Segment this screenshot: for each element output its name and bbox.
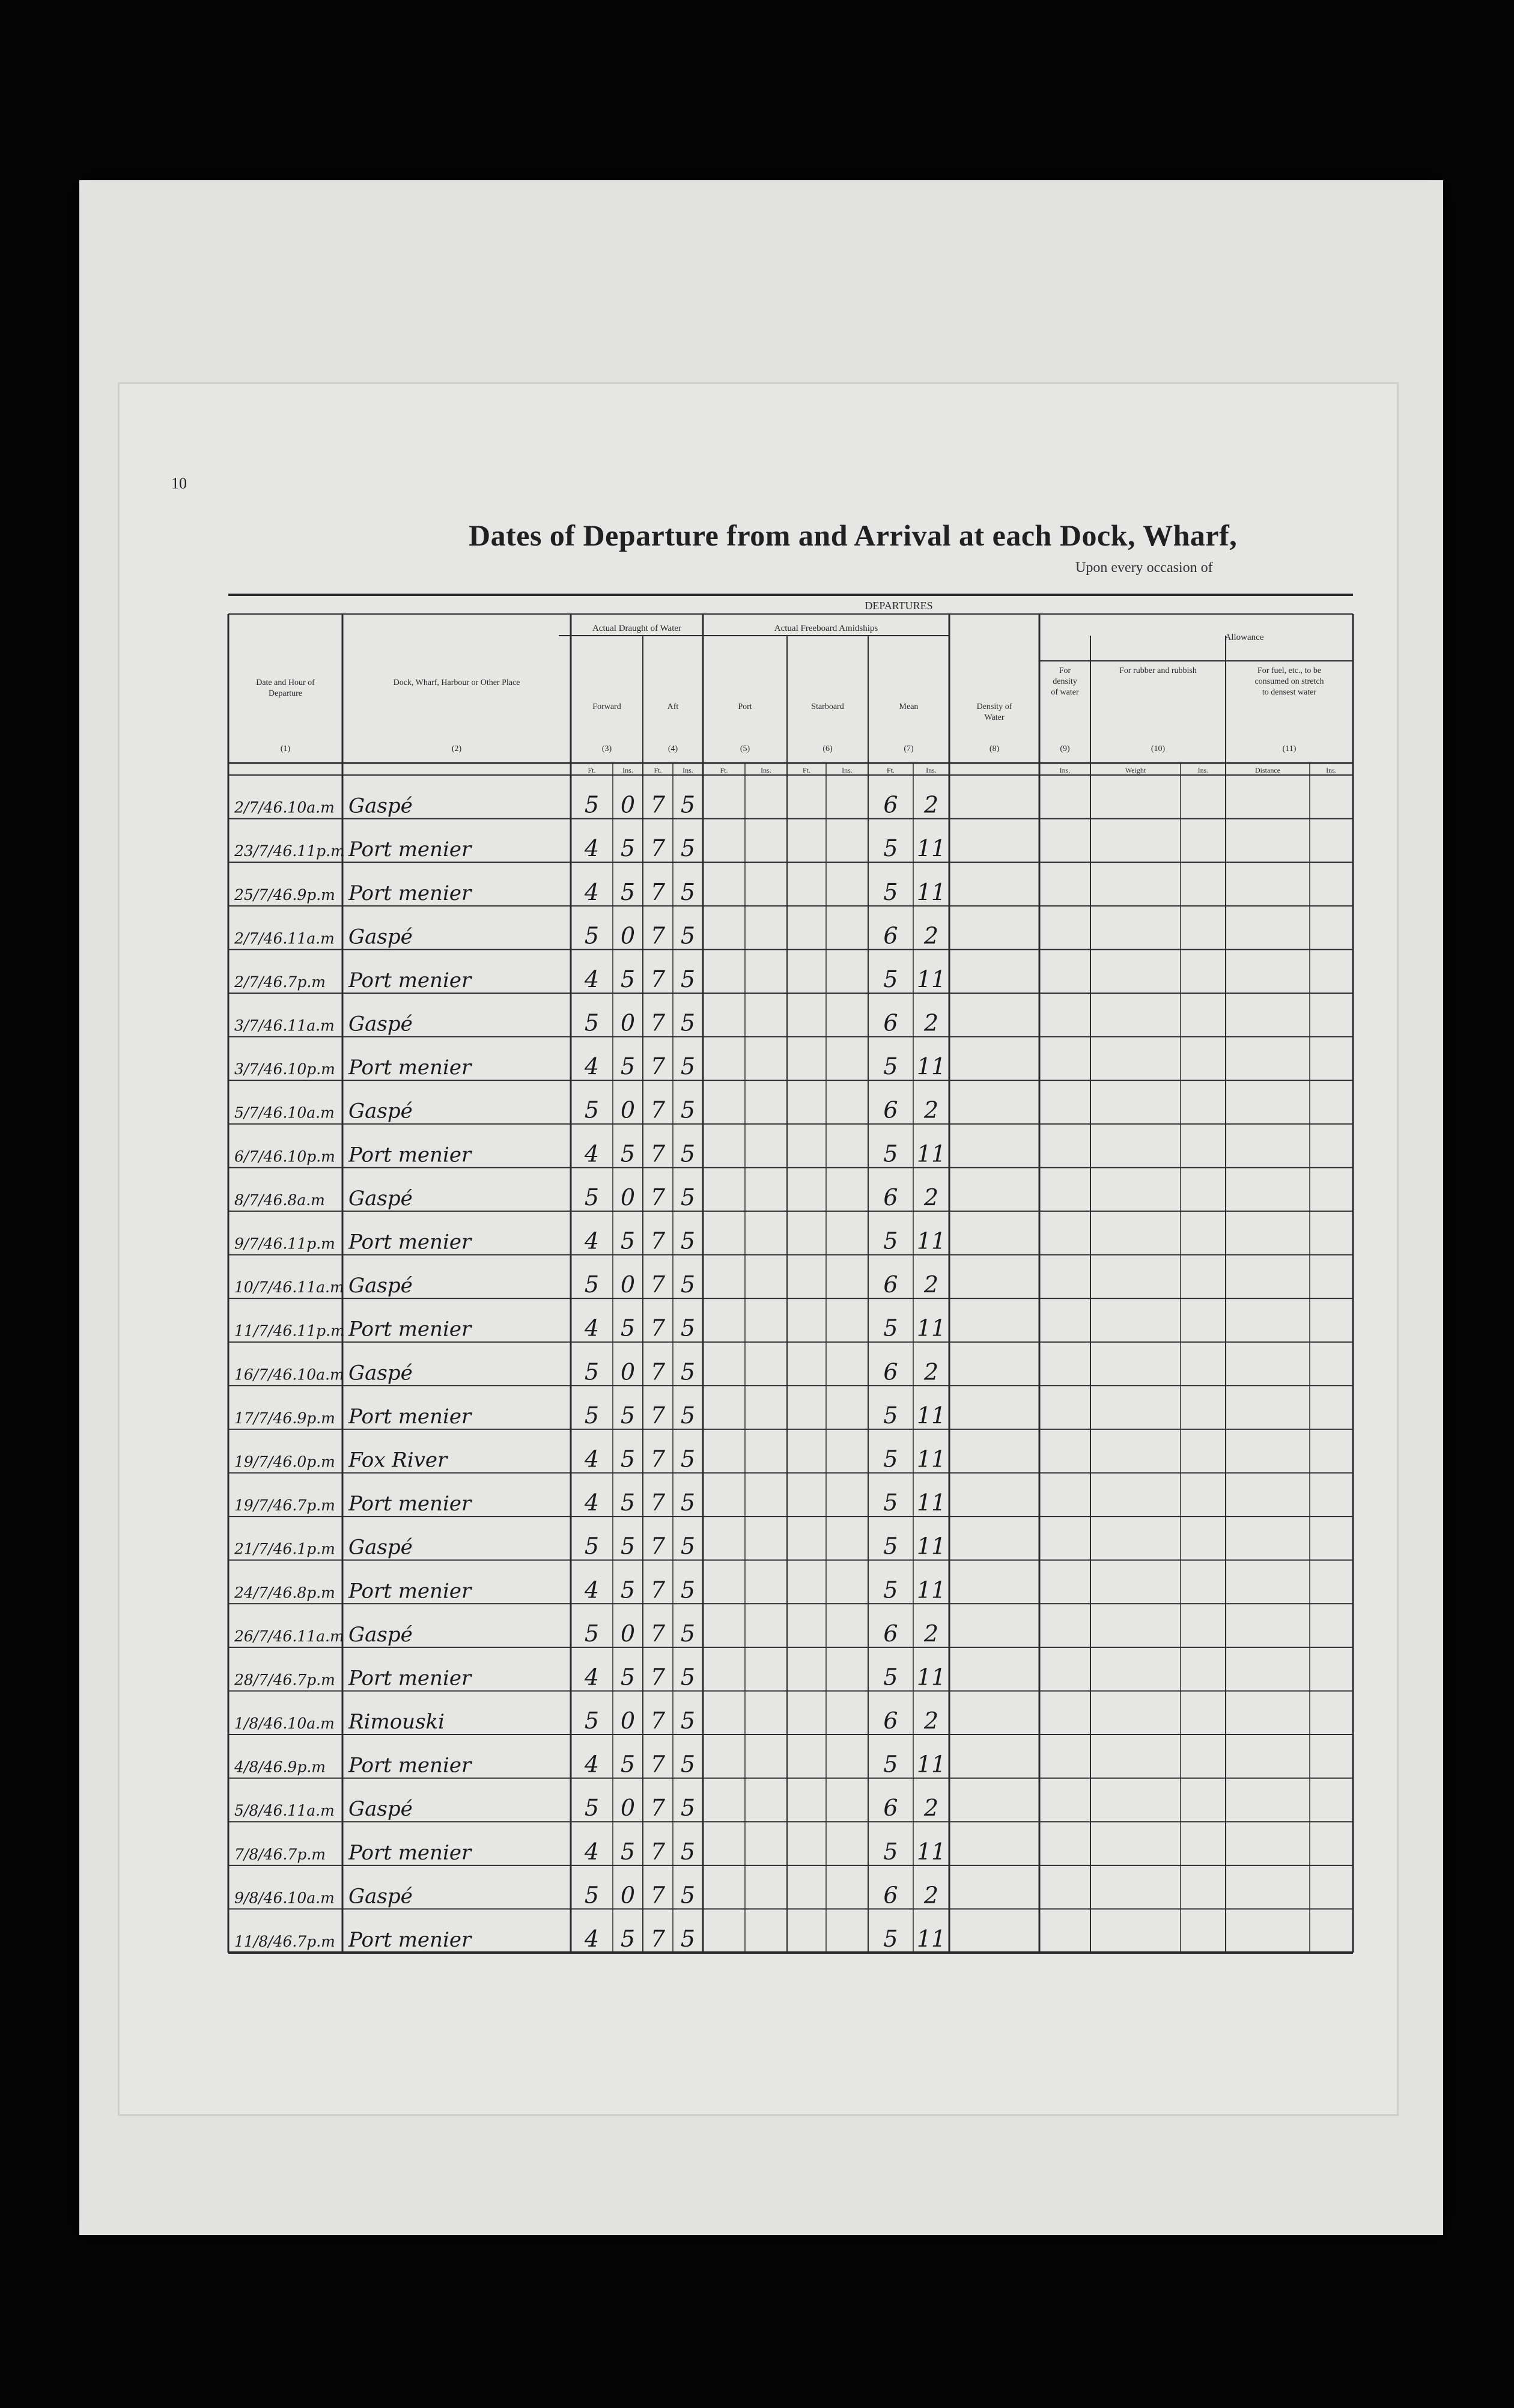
row-fwd-in: 5 [620,1751,636,1778]
row-mean-in: 11 [916,1402,946,1429]
column-number-8: (8) [989,744,1000,753]
row-mean-in: 11 [916,1533,946,1560]
row-mean-ft: 6 [883,1184,898,1211]
row-mean-ft: 5 [883,1926,898,1952]
row-mean-ft: 6 [883,1620,898,1647]
row-place: Gaspé [348,1012,413,1036]
row-aft-ft: 7 [650,1271,666,1298]
table-row [234,1533,946,1560]
table-row [234,1010,938,1036]
row-mean-ft: 5 [883,1533,898,1560]
row-fwd-in: 5 [620,878,636,905]
row-mean-ft: 5 [883,1489,898,1516]
row-mean-in: 11 [916,965,946,993]
row-date: 19/7/46.0p.m [234,1453,335,1471]
row-fwd-ft: 5 [584,922,600,949]
row-mean-ft: 6 [883,1707,898,1735]
row-mean-ft: 6 [883,1096,898,1123]
row-place: Port menier [348,1579,472,1604]
unit-label: Ins. [842,766,853,774]
row-aft-ft: 7 [650,1795,666,1822]
row-date: 5/8/46.11a.m [234,1802,335,1820]
row-fwd-in: 5 [620,1053,636,1080]
row-aft-ft: 7 [650,965,666,993]
row-aft-in: 5 [680,1446,696,1473]
row-fwd-in: 0 [620,1620,636,1647]
row-fwd-in: 5 [620,1227,636,1254]
unit-label: Ins. [1197,766,1209,774]
row-place: Port menier [348,1492,472,1516]
row-fwd-ft: 4 [584,1664,600,1691]
row-aft-in: 5 [680,1184,696,1211]
row-mean-ft: 6 [883,1358,898,1385]
row-aft-in: 5 [680,922,696,949]
row-fwd-ft: 4 [584,1053,600,1080]
row-aft-in: 5 [680,791,696,818]
row-mean-in: 11 [916,1053,946,1080]
row-aft-in: 5 [680,1838,696,1865]
row-fwd-in: 5 [620,1489,636,1516]
row-mean-in: 11 [916,1489,946,1516]
row-aft-ft: 7 [650,835,666,862]
unit-label: Ft. [802,766,811,774]
unit-label: Ft. [654,766,662,774]
row-mean-in: 2 [923,1795,939,1822]
table-row [234,1402,946,1429]
unit-label: Ins. [622,766,633,774]
row-aft-ft: 7 [650,878,666,905]
row-aft-ft: 7 [650,1533,666,1560]
row-aft-in: 5 [680,1009,696,1036]
row-date: 11/8/46.7p.m [234,1933,335,1950]
table-row [234,1097,938,1123]
row-place: Port menier [348,1404,472,1429]
row-aft-in: 5 [680,1489,696,1516]
row-mean-in: 11 [916,1664,946,1691]
row-fwd-in: 0 [620,1707,636,1735]
row-place: Port menier [348,838,472,862]
row-date: 25/7/46.9p.m [234,886,335,904]
row-fwd-ft: 5 [584,1402,600,1429]
row-aft-in: 5 [680,878,696,905]
row-date: 4/8/46.9p.m [234,1758,326,1776]
row-aft-ft: 7 [650,1664,666,1691]
row-date: 26/7/46.11a.m [234,1627,344,1645]
row-fwd-in: 5 [620,965,636,993]
table-row [234,1620,938,1647]
row-fwd-in: 0 [620,1271,636,1298]
row-mean-in: 2 [923,1009,939,1036]
row-fwd-in: 5 [620,1402,636,1429]
row-mean-in: 11 [916,1140,946,1167]
row-date: 3/7/46.11a.m [234,1017,335,1035]
row-mean-ft: 5 [883,1664,898,1691]
row-aft-in: 5 [680,1053,696,1080]
row-aft-ft: 7 [650,1358,666,1385]
row-fwd-in: 0 [620,1882,636,1909]
row-mean-ft: 6 [883,1882,898,1909]
table-row [234,835,946,862]
row-mean-in: 11 [916,1446,946,1473]
row-mean-ft: 5 [883,1140,898,1167]
column-number-9: (9) [1060,744,1070,753]
row-aft-ft: 7 [650,1402,666,1429]
row-aft-in: 5 [680,1751,696,1778]
row-place: Gaspé [348,1884,413,1909]
table-row [234,1707,938,1734]
row-fwd-ft: 5 [584,1620,600,1647]
row-place: Fox River [348,1448,448,1473]
row-aft-ft: 7 [650,791,666,818]
row-date: 28/7/46.7p.m [234,1671,335,1689]
row-aft-ft: 7 [650,1926,666,1952]
row-aft-in: 5 [680,1620,696,1647]
table-row [234,1664,946,1690]
row-date: 19/7/46.7p.m [234,1497,335,1515]
row-place: Port menier [348,968,472,993]
row-date: 1/8/46.10a.m [234,1715,335,1733]
row-date: 2/7/46.11a.m [234,929,335,947]
row-aft-ft: 7 [650,1838,666,1865]
row-date: 10/7/46.11a.m [234,1278,344,1297]
row-aft-ft: 7 [650,1053,666,1080]
row-fwd-in: 5 [620,835,636,862]
column-header-7: Mean [899,702,919,711]
row-date: 21/7/46.1p.m [234,1540,335,1558]
row-mean-ft: 6 [883,922,898,949]
row-fwd-in: 5 [620,1315,636,1342]
row-aft-ft: 7 [650,1140,666,1167]
table-row [234,1751,946,1778]
row-place: Port menier [348,1928,472,1952]
row-fwd-ft: 5 [584,1358,600,1385]
row-mean-in: 11 [916,835,946,862]
row-date: 23/7/46.11p.m [234,842,345,860]
freeboard-group-label: Actual Freeboard Amidships [774,624,878,633]
row-aft-ft: 7 [650,1882,666,1909]
table-row [234,1838,946,1865]
row-fwd-ft: 4 [584,965,600,993]
column-number-2: (2) [451,744,462,753]
row-aft-in: 5 [680,1795,696,1822]
row-fwd-in: 0 [620,922,636,949]
row-date: 9/7/46.11p.m [234,1235,335,1253]
row-aft-ft: 7 [650,1227,666,1254]
row-mean-in: 11 [916,1926,946,1952]
row-mean-in: 2 [923,1096,939,1123]
column-header-4: Aft [667,702,679,711]
unit-label: Ft. [588,766,596,774]
row-place: Gaspé [348,1099,413,1123]
row-mean-ft: 5 [883,1576,898,1604]
table-row [234,1795,938,1821]
unit-label: Ins. [1059,766,1071,774]
row-mean-ft: 5 [883,878,898,905]
row-fwd-in: 5 [620,1446,636,1473]
table-row [234,1882,938,1908]
row-aft-ft: 7 [650,1009,666,1036]
table-row [234,1053,946,1080]
row-fwd-in: 0 [620,1096,636,1123]
row-fwd-ft: 4 [584,1315,600,1342]
row-fwd-ft: 5 [584,1533,600,1560]
row-mean-in: 2 [923,922,939,949]
row-fwd-ft: 4 [584,1576,600,1604]
row-date: 6/7/46.10p.m [234,1148,335,1166]
table-row [234,792,938,818]
row-aft-ft: 7 [650,1315,666,1342]
row-place: Gaspé [348,1274,413,1298]
row-mean-in: 11 [916,1227,946,1254]
row-fwd-ft: 5 [584,1009,600,1036]
table-row [234,1140,946,1167]
column-number-5: (5) [740,744,750,753]
table-row [234,1489,946,1516]
table-row [234,966,946,993]
row-aft-ft: 7 [650,1489,666,1516]
row-date: 16/7/46.10a.m [234,1366,344,1384]
row-fwd-in: 0 [620,1009,636,1036]
unit-label: Ins. [926,766,937,774]
row-fwd-in: 5 [620,1576,636,1604]
row-fwd-in: 5 [620,1533,636,1560]
row-mean-ft: 5 [883,1402,898,1429]
unit-label: Ft. [720,766,728,774]
page-title: Dates of Departure from and Arrival at each Dock, Wharf, [469,518,1238,552]
table-row [234,922,938,949]
table-row [234,1184,938,1211]
row-mean-in: 2 [923,1882,939,1909]
row-place: Port menier [348,1143,472,1167]
row-mean-ft: 5 [883,965,898,993]
row-fwd-in: 0 [620,791,636,818]
row-fwd-in: 5 [620,1838,636,1865]
row-mean-in: 2 [923,1358,939,1385]
column-number-11: (11) [1282,744,1297,753]
row-fwd-ft: 4 [584,1227,600,1254]
section-title: DEPARTURES [865,600,933,612]
row-fwd-in: 5 [620,1926,636,1952]
row-mean-in: 2 [923,1707,939,1735]
row-mean-ft: 6 [883,1271,898,1298]
row-place: Port menier [348,1753,472,1778]
row-mean-ft: 6 [883,1795,898,1822]
row-fwd-ft: 5 [584,791,600,818]
column-header-9: For density of water [1051,666,1079,697]
table-row [234,1315,946,1342]
row-fwd-in: 0 [620,1358,636,1385]
row-place: Port menier [348,1666,472,1691]
column-header-1: Date and Hour of Departure [256,678,315,698]
unit-label: Ft. [886,766,895,774]
row-aft-in: 5 [680,835,696,862]
row-mean-in: 2 [923,1184,939,1211]
draught-group-label: Actual Draught of Water [592,624,682,633]
row-fwd-in: 5 [620,1140,636,1167]
row-fwd-ft: 4 [584,1751,600,1778]
row-aft-in: 5 [680,1227,696,1254]
row-place: Gaspé [348,1535,413,1560]
table-row [234,1446,946,1472]
row-aft-ft: 7 [650,1184,666,1211]
row-place: Gaspé [348,794,413,818]
row-place: Gaspé [348,1361,413,1385]
unit-label: Ins. [1326,766,1337,774]
row-aft-ft: 7 [650,1751,666,1778]
row-aft-in: 5 [680,1707,696,1735]
row-date: 17/7/46.9p.m [234,1409,335,1427]
row-place: Port menier [348,1230,472,1254]
row-aft-ft: 7 [650,922,666,949]
row-aft-in: 5 [680,1882,696,1909]
row-aft-in: 5 [680,1576,696,1604]
row-date: 2/7/46.7p.m [234,973,326,991]
table-row [234,1228,946,1254]
table-row [234,1271,938,1298]
row-mean-in: 2 [923,1271,939,1298]
row-date: 5/7/46.10a.m [234,1104,335,1122]
row-fwd-ft: 5 [584,1096,600,1123]
row-mean-ft: 5 [883,1227,898,1254]
row-place: Port menier [348,881,472,905]
column-number-7: (7) [904,744,914,753]
column-number-4: (4) [667,744,678,753]
row-fwd-ft: 4 [584,1140,600,1167]
row-date: 7/8/46.7p.m [234,1845,326,1863]
row-aft-in: 5 [680,1271,696,1298]
row-mean-ft: 5 [883,1838,898,1865]
row-fwd-in: 0 [620,1795,636,1822]
unit-label: Weight [1125,766,1146,774]
table-row [234,1358,938,1385]
row-place: Gaspé [348,1797,413,1822]
row-place: Port menier [348,1317,472,1342]
unit-label: Distance [1255,766,1280,774]
row-mean-ft: 5 [883,835,898,862]
unit-label: Ins. [761,766,771,774]
row-aft-ft: 7 [650,1707,666,1735]
row-fwd-in: 5 [620,1664,636,1691]
row-aft-ft: 7 [650,1576,666,1604]
row-place: Rimouski [348,1710,445,1735]
row-date: 24/7/46.8p.m [234,1584,335,1602]
column-header-2: Dock, Wharf, Harbour or Other Place [393,678,520,687]
row-mean-in: 2 [923,1620,939,1647]
row-fwd-ft: 4 [584,1446,600,1473]
row-fwd-ft: 5 [584,1882,600,1909]
column-number-3: (3) [601,744,612,753]
row-mean-in: 11 [916,878,946,905]
row-fwd-ft: 5 [584,1184,600,1211]
row-mean-ft: 5 [883,1053,898,1080]
row-aft-in: 5 [680,1664,696,1691]
row-aft-in: 5 [680,1096,696,1123]
column-header-10: For rubber and rubbish [1119,666,1197,675]
row-date: 3/7/46.10p.m [234,1060,335,1078]
table-row [234,1576,946,1603]
row-fwd-ft: 5 [584,1795,600,1822]
row-date: 8/7/46.8a.m [234,1191,325,1209]
row-fwd-ft: 4 [584,878,600,905]
row-aft-in: 5 [680,1315,696,1342]
column-header-5: Port [738,702,752,711]
page-subtitle: Upon every occasion of [1075,560,1213,576]
row-aft-in: 5 [680,1358,696,1385]
row-mean-ft: 5 [883,1446,898,1473]
column-header-11: For fuel, etc., to be consumed on stretch to densest water [1254,666,1324,697]
row-fwd-in: 0 [620,1184,636,1211]
row-aft-in: 5 [680,1402,696,1429]
row-aft-in: 5 [680,1533,696,1560]
row-fwd-ft: 5 [584,1707,600,1735]
row-place: Port menier [348,1056,472,1080]
column-header-3: Forward [592,702,621,711]
row-place: Gaspé [348,925,413,949]
page-number: 10 [171,475,187,492]
unit-label: Ins. [683,766,693,774]
table-row [234,879,946,905]
row-mean-in: 11 [916,1838,946,1865]
row-mean-ft: 6 [883,791,898,818]
column-number-10: (10) [1151,744,1166,753]
column-number-6: (6) [822,744,833,753]
row-mean-in: 11 [916,1315,946,1342]
row-fwd-ft: 5 [584,1271,600,1298]
row-aft-in: 5 [680,1140,696,1167]
row-date: 11/7/46.11p.m [234,1322,345,1340]
row-date: 2/7/46.10a.m [234,798,335,816]
row-mean-in: 11 [916,1751,946,1778]
row-place: Gaspé [348,1622,413,1647]
row-fwd-ft: 4 [584,835,600,862]
row-mean-in: 11 [916,1576,946,1604]
row-fwd-ft: 4 [584,1838,600,1865]
row-date: 9/8/46.10a.m [234,1889,335,1907]
row-aft-ft: 7 [650,1446,666,1473]
row-mean-ft: 5 [883,1315,898,1342]
row-mean-ft: 6 [883,1009,898,1036]
row-fwd-ft: 4 [584,1489,600,1516]
column-header-8: Density of Water [976,702,1012,722]
allowance-group-label: Allowance [1224,633,1264,642]
row-aft-in: 5 [680,1926,696,1952]
row-aft-in: 5 [680,965,696,993]
row-fwd-ft: 4 [584,1926,600,1952]
table-row [234,1926,946,1952]
row-mean-in: 2 [923,791,939,818]
row-mean-ft: 5 [883,1751,898,1778]
row-place: Port menier [348,1840,472,1865]
column-number-1: (1) [280,744,291,753]
row-place: Gaspé [348,1186,413,1211]
column-header-6: Starboard [811,702,844,711]
row-aft-ft: 7 [650,1096,666,1123]
row-aft-ft: 7 [650,1620,666,1647]
